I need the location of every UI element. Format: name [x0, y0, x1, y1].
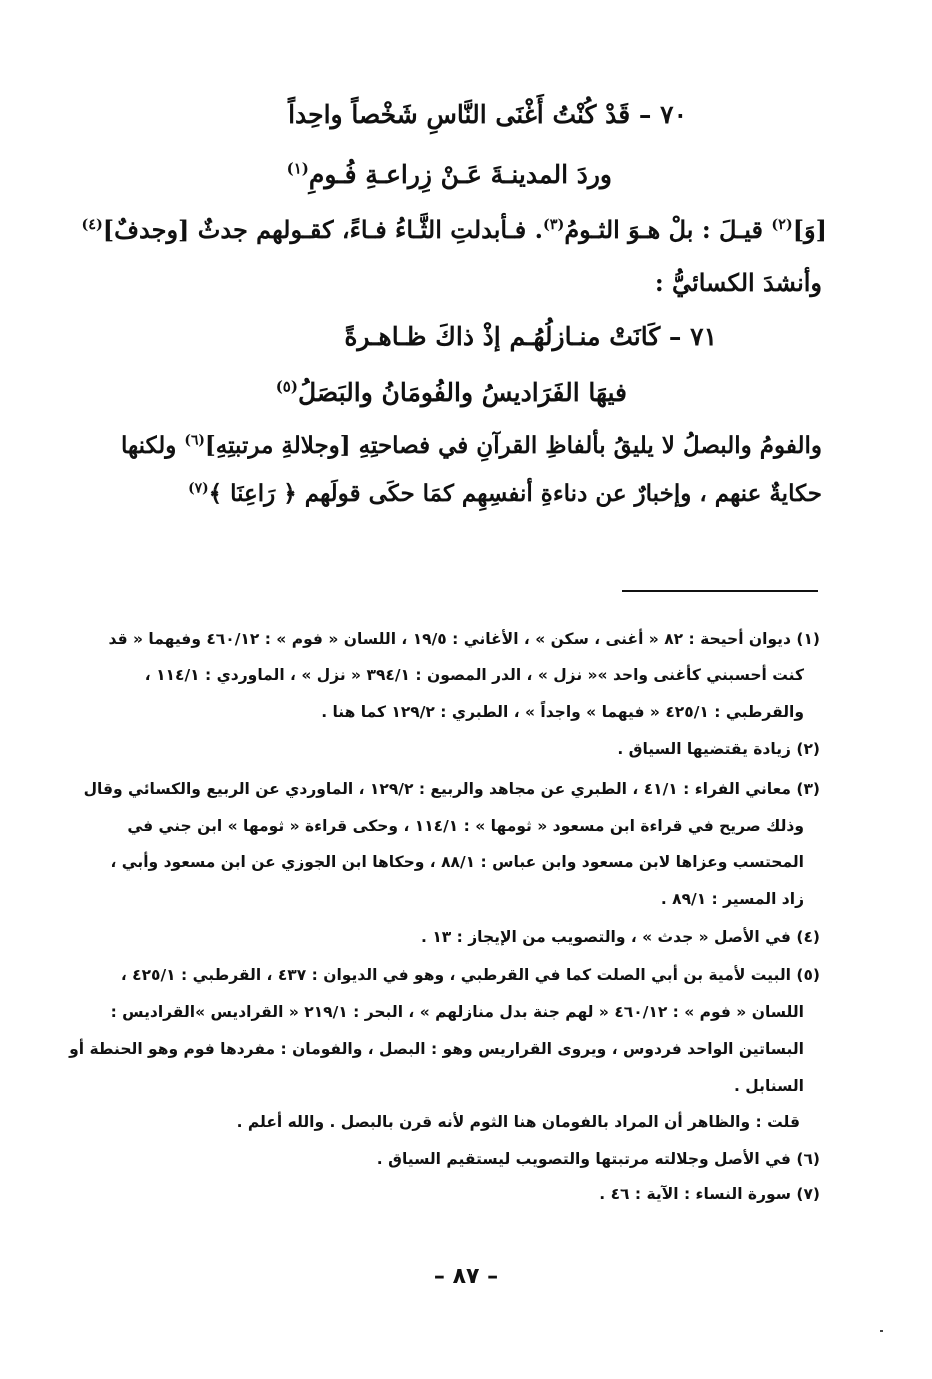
footnote-3-line-1 — [84, 780, 820, 798]
prose-1-text-b: . فـأبدلتِ الثَّـاءُ فـاءً، كقـولهم جدثٌ [وجدفٌ] — [102, 215, 543, 244]
prose-1-bracket: [وَ] — [792, 215, 827, 244]
footnote-ref-2[interactable]: (٢) — [771, 216, 793, 233]
footnote-1-text-1: (١) ديوان أحيحة : ٨٢ « أغنى ، سكن » ، الأغاني : ١٩/٥ ، اللسان « فوم » : ٤٦٠/١٢ وفيهما « قد — [108, 630, 820, 648]
prose-line-1 — [81, 215, 827, 244]
prose-line-3 — [121, 432, 822, 459]
footnote-1-line-3 — [321, 703, 804, 721]
verse-70-line-2 — [287, 160, 612, 189]
footnote-1-text-2: كنت أحسبني كأغنى واحد »« نزل » ، الدر المصون : ٣٩٤/١ « نزل » ، الماوردي : ١١٤/١ ، — [144, 666, 804, 684]
footnote-5-text-3: البساتين الواحد فردوس ، ويروى القراريس وهو : البصل ، والفومان : مفردها فوم وهو الحنطة أو — [69, 1040, 804, 1058]
footnote-3-text-4: زاد المسير : ٨٩/١ . — [660, 890, 804, 908]
footnote-3-line-3 — [110, 853, 804, 871]
footnote-ref-3[interactable]: (٣) — [542, 216, 565, 233]
footnote-5-text-4: السنابل . — [734, 1077, 804, 1095]
footnote-5-text-5: قلت : والظاهر أن المراد بالفومان هنا الثوم لأنه قرن بالبصل . والله أعلم . — [236, 1113, 800, 1131]
footnote-5-line-2 — [111, 1003, 804, 1021]
verse-71-line-1 — [344, 322, 717, 351]
footnote-3-line-4 — [661, 890, 804, 908]
footnote-5-text-2: اللسان « فوم » : ٤٦٠/١٢ « لهم جنة بدل منازلهم » ، البحر : ٢١٩/١ « القراديس »القراديس : — [110, 1003, 804, 1021]
footnote-2-text: (٢) زيادة يقتضيها السياق . — [617, 740, 820, 758]
verse-71-text: ٧١ – كَانَتْ منـازلُهُـم إذْ ذاكَ ظـاهـرةً — [344, 322, 717, 351]
footnote-3-text-3: المحتسب وعزاها لابن مسعود وابن عباس : ٨٨/١ ، وحكاها ابن الجوزي عن ابن مسعود وأبي ، — [110, 853, 804, 871]
verse-71-text-2: فيهَا الفَرَاديسُ والفُومَانُ والبَصَلُ — [297, 378, 627, 407]
prose-2-text: وأنشدَ الكسائيُّ : — [654, 268, 822, 297]
footnote-3-text-1: (٣) معاني الفراء : ٤١/١ ، الطبري عن مجاهد والربيع : ١٢٩/٢ ، الماوردي عن الربيع والكسائي وقال — [83, 780, 820, 798]
footnote-ref-6[interactable]: (٦) — [184, 432, 205, 449]
verse-71-line-2 — [276, 378, 627, 407]
footnote-4 — [421, 928, 820, 946]
prose-line-4 — [188, 480, 822, 507]
scan-speck — [880, 1330, 883, 1332]
footnote-ref-5[interactable]: (٥) — [275, 377, 298, 396]
verse-70-line-1 — [288, 100, 687, 129]
page-number: – ٨٧ – — [433, 1264, 499, 1289]
footnote-1-line-2 — [145, 666, 804, 684]
footnote-6 — [377, 1150, 820, 1168]
prose-3-text-a: والفومُ والبصلُ لا يليقُ بألفاظِ القرآنِ في فصاحتِهِ [وجلالةِ مرتبتِهِ] — [204, 432, 822, 459]
prose-1-text-a: قيـلَ : بلْ هـوَ الثـومُ — [564, 215, 772, 244]
footnote-7 — [599, 1185, 820, 1203]
footnote-3-text-2: وذلك صريح في قراءة ابن مسعود « ثومها » : ١١٤/١ ، وحكى قراءة « ثومها » ابن جني في — [127, 817, 804, 835]
prose-3-text-b: ولكنها — [121, 432, 185, 459]
footnote-5-line-4 — [734, 1077, 804, 1095]
footnote-ref-7[interactable]: (٧) — [188, 480, 209, 497]
footnote-1-text-3: والقرطبي : ٤٢٥/١ « فيهما » واجداً » ، الطبري : ١٢٩/٢ كما هنا . — [321, 703, 804, 721]
footnote-1-line-1 — [108, 630, 820, 648]
prose-line-2 — [655, 268, 822, 297]
footnote-6-text: (٦) في الأصل وجلالته مرتبتها والتصويب ليستقيم السياق . — [376, 1150, 820, 1168]
verse-70-text: ٧٠ – قَدْ كُنْتُ أَغْنَى النَّاسِ شَخْصاً واحِداً — [288, 100, 687, 129]
prose-4-text: حكايةٌ عنهم ، وإخبارٌ عن دناءةِ أنفسِهِم كمَا حكَى قولَهم ﴿ رَاعِنَا ﴾ — [208, 480, 822, 507]
footnote-ref-4[interactable]: (٤) — [81, 216, 103, 233]
footnote-7-text: (٧) سورة النساء : الآية : ٤٦ . — [599, 1185, 820, 1203]
verse-70-text-2: وردَ المدينـةَ عَـنْ زِراعـةِ فُـومِ — [308, 160, 612, 189]
footnote-2 — [617, 740, 820, 758]
footnote-5-line-3 — [69, 1040, 804, 1058]
footnote-ref-1[interactable]: (١) — [286, 159, 309, 178]
footnote-3-line-2 — [127, 817, 804, 835]
footnote-4-text: (٤) في الأصل « جدث » ، والتصويب من الإيجاز : ١٣ . — [421, 928, 820, 946]
footnote-5-text-1: (٥) البيت لأمية بن أبي الصلت كما في القرطبي ، وهو في الديوان : ٤٣٧ ، القرطبي : ٤٢٥/١ ، — [120, 966, 820, 984]
footnote-5-line-5 — [237, 1113, 800, 1131]
footnote-divider — [622, 590, 818, 592]
footnote-5-line-1 — [121, 966, 820, 984]
